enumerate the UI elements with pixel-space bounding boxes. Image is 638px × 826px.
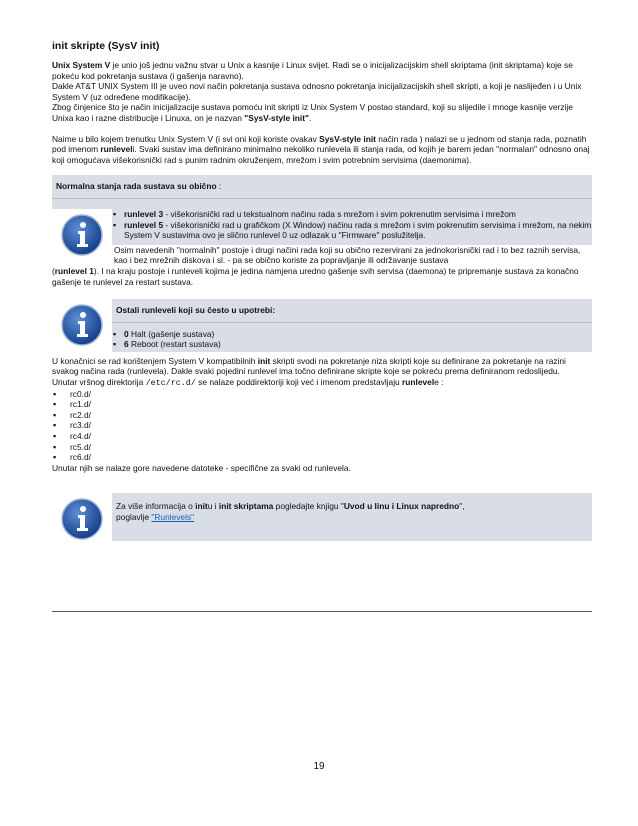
normal-runlevels-box xyxy=(52,175,592,266)
box-heading: Normalna stanja rada sustava su obično : xyxy=(52,175,592,199)
list-item: ▪ rc3.d/ xyxy=(52,420,592,431)
more-info-text: Za više informacija o initu i init skriptama pogledajte knjigu "Uvod u linu i Linux napredno", xyxy=(116,501,465,512)
page-number: 19 xyxy=(313,761,325,772)
list-item: ▪ 6 Reboot (restart sustava) xyxy=(112,339,592,350)
list-item: ▪ rc1.d/ xyxy=(52,399,592,410)
init-scripts-paragraph: U konačnici se rad korištenjem System V kompatibilnih init skripti svodi na pokretanje niza skripti koje su definirane za pokretanje na razini svakog načina rada (runlevela). Dakle svaki pojedini runlevel ima točno definirane skripte koje se pokreću prema definiranom redoslijedu. xyxy=(52,355,566,377)
chapter-reference: poglavlje "Runlevels" xyxy=(116,512,195,522)
runlevel-paragraph: Naime u bilo kojem trenutku Unix System V (i svi oni koji koriste ovakav SysV-style init način rada ) nalazi se u jednom od stanja rada, poznatih pod imenom runleveli. Svaki sustav ima definirano minimalno nekoliko runlevela ili stanja rada, od kojih je barem jedan "normalan" odnosno onaj koji omogućava višekorisnički rad s punim radnim okruženjem, mrežom i svim potrebnim servisima (daemonima). xyxy=(52,133,590,165)
list-item: ▪ rc4.d/ xyxy=(52,431,592,442)
runlevel-list xyxy=(112,323,592,352)
other-runlevels-box xyxy=(52,299,592,352)
intro-paragraph-2: Dakle AT&T UNIX System III je uveo novi način pokretanja sustava odnosno pokretanja inicijalizacijskih shell skripti, a koji je naslijeđen i u Unix System V (uz određene modifikacije). xyxy=(52,81,582,102)
page-title: init skripte (SysV init) xyxy=(52,40,160,52)
list-item: ▪ rc2.d/ xyxy=(52,410,592,421)
list-item: ▪ rc5.d/ xyxy=(52,442,592,453)
intro-paragraph-1: Unix System V je unio još jednu važnu stvar u Unix a kasnije i Linux svijet. Radi se o inicijalizacijskim shell skriptama (init skriptama) koje se pokeću kod pokretanja sustava (i gašenja naravno). xyxy=(52,60,573,81)
list-item: ▪ rc0.d/ xyxy=(52,389,592,400)
page-bottom-rule xyxy=(52,611,592,612)
directory-paragraph: Unutar vršnog direktorija /etc/rc.d/ se nalaze poddirektoriji koji već i imenom predstavljaju runlevele : xyxy=(52,377,444,389)
after-box-paragraph: (runlevel 1). I na kraju postoje i runleveli kojima je jedina namjena uredno gašenje svih servisa (daemona) te pripremanje sustava za konačno gašenje te runlevel za restart sustava. xyxy=(52,265,579,287)
info-icon xyxy=(52,299,112,352)
info-icon xyxy=(52,493,112,541)
list-item: ▪ rc6.d/ xyxy=(52,452,592,463)
closing-paragraph: Unutar njih se nalaze gore navedene datoteke - specifične za svaki od runlevela. xyxy=(52,462,351,473)
runlevels-link[interactable]: "Runlevels" xyxy=(151,512,195,522)
list-item: ▪ runlevel 5 - višekorisnički rad u grafičkom (X Window) načinu rada s mrežom i svim pokrenutim servisima i mrežom, na nekim System V sustavima ovo je slično runlevel 0 uz odlazak u "Firmware" poslužitelja. xyxy=(112,220,592,241)
list-item: ▪ runlevel 3 - višekorisnički rad u tekstualnom načinu rada s mrežom i svim pokrenutim servisima i mrežom xyxy=(112,209,592,220)
intro-paragraph-3: Zbog činjenice što je način inicijalizacije sustava pomoću init skripti iz Unix System V postao standard, koji su slijedile i mnoge kasnije verzije Unixa kao i razne distribucije i Linuxa, on je nazvan "SysV-style init". xyxy=(52,102,573,123)
directory-list xyxy=(52,389,592,463)
box-note: Osim navedenih "normalnih" postoje i drugi načini rada koji su obično rezervirani za jednokorisnički rad i to bez raznih servisa, kao i bez mrežnih diskova i sl. - pa se obično koriste za popravljanje ili održavanje sustava xyxy=(112,245,592,266)
page-content xyxy=(52,32,592,541)
runlevel-list xyxy=(112,209,592,241)
list-item: ▪ 0 Halt (gašenje sustava) xyxy=(112,329,592,340)
info-icon xyxy=(52,209,112,266)
box-heading: Ostali runleveli koji su često u upotrebi: xyxy=(112,299,592,323)
more-info-box xyxy=(52,493,592,541)
